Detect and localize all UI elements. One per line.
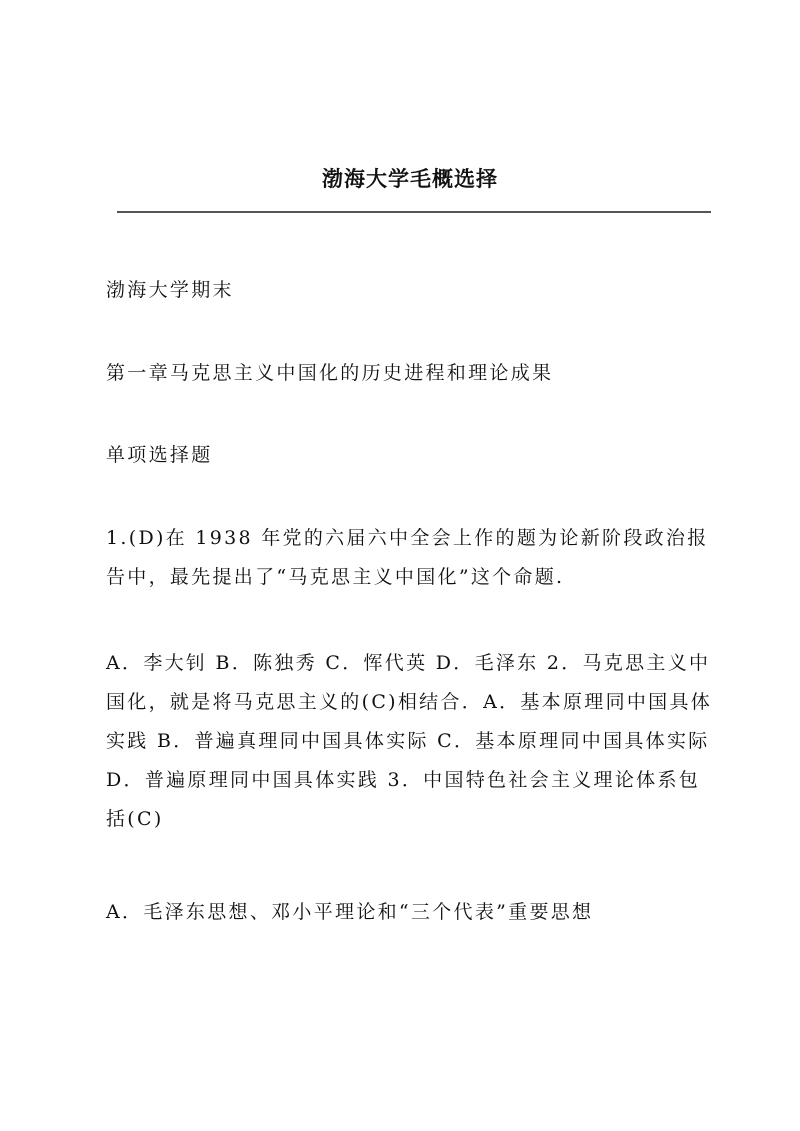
- paragraph-section-heading: 单项选择题: [106, 444, 213, 466]
- paragraph-question-1: 1.(D)在 1938 年党的六届六中全会上作的题为论新阶段政治报告中，最先提出了“马克思主义中国化”这个命题.: [106, 527, 709, 588]
- title-divider: [117, 211, 711, 213]
- paragraph-options-block: A．李大钊 B．陈独秀 C．恽代英 D．毛泽东 2．马克思主义中国化，就是将马克思主义的(C)相结合．A．基本原理同中国具体实践 B．普遍真理同中国具体实际 C．基本原理同中国具体实际 D．普遍原理同中国具体实践 3．中国特色社会主义理论体系包括(C): [106, 652, 713, 830]
- paragraph-chapter-heading: 第一章马克思主义中国化的历史进程和理论成果: [106, 362, 554, 384]
- page-title: 渤海大学毛概选择: [322, 166, 498, 191]
- paragraph-option-a: A．毛泽东思想、邓小平理论和“三个代表”重要思想: [106, 901, 594, 923]
- paragraph-exam-name: 渤海大学期末: [106, 279, 234, 301]
